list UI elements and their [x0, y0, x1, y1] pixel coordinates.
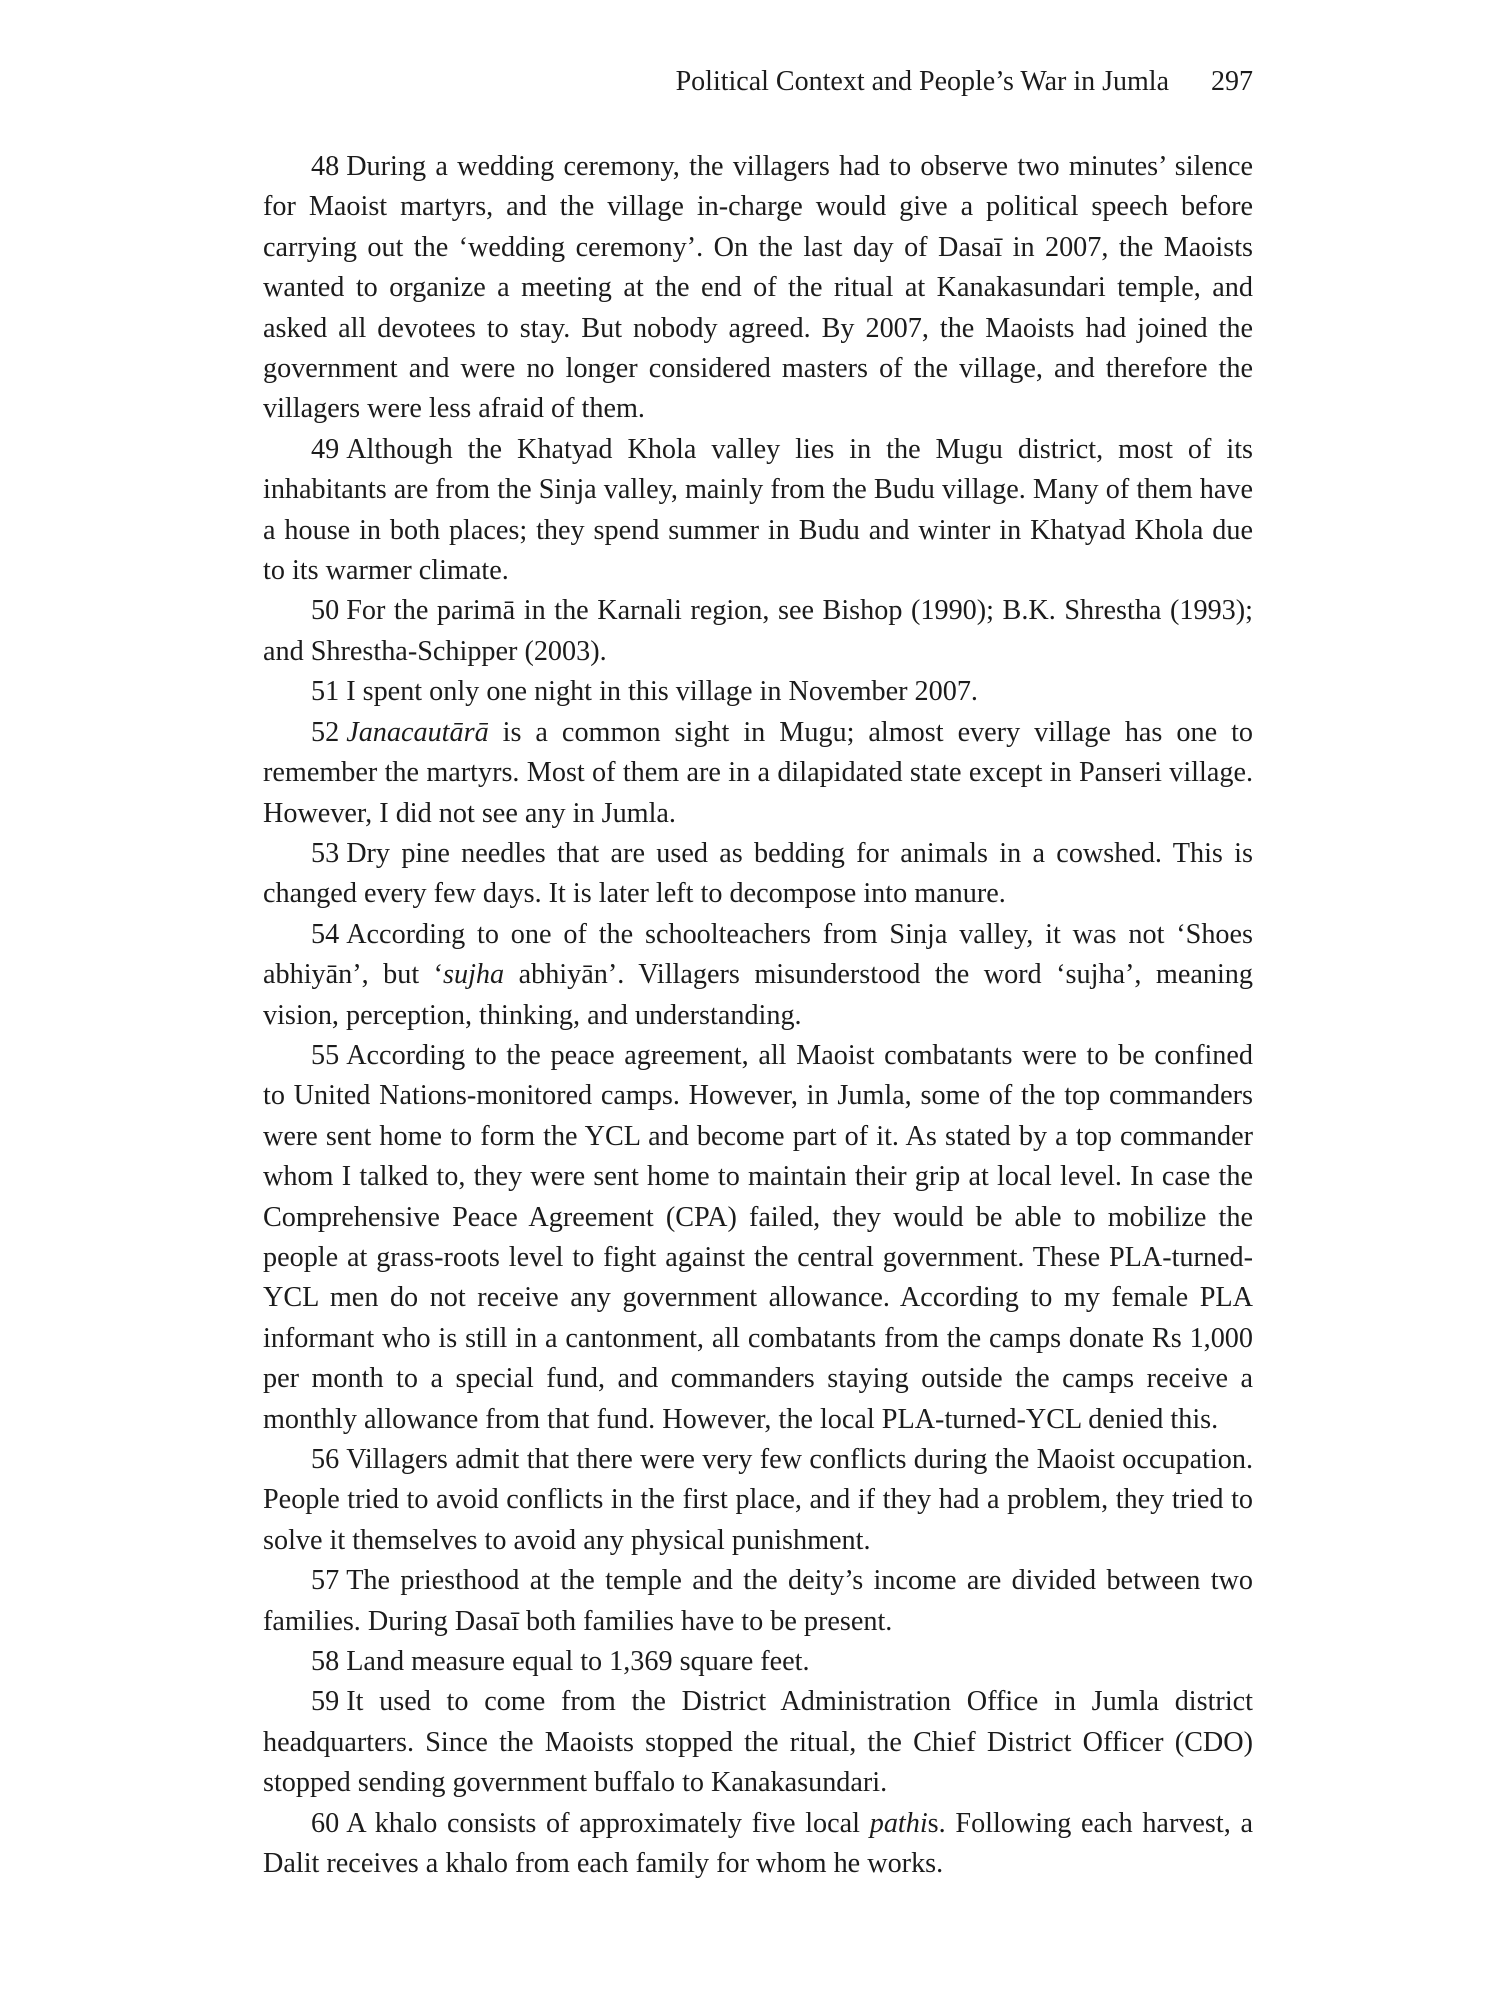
endnote-text: During a wedding ceremony, the villagers had to observe two minutes’ silence for Maoist martyrs, and the village in-charge would give a political speech before carrying out the ‘wedding ceremony’. On the last day of Dasaī in 2007, the Maoists wanted to organize a meeting at the end of the ritual at Kanakasundari temple, and asked all devotees to stay. But nobody agreed. By 2007, the Maoists had joined the government and were no longer considered masters of the village, and therefore the villagers were less afraid of them.	[263, 151, 1253, 425]
endnote-text: is a common sight in Mugu; almost every village has one to remember the martyrs. Most of them are in a dilapidated state except in Panseri village. However, I did not see any in Jumla.	[263, 716, 1253, 829]
page-number: 297	[1211, 66, 1253, 97]
endnote-text: According to one of the schoolteachers from Sinja valley, it was not ‘Shoes abhiyān’, but ‘	[263, 918, 1253, 991]
endnote-50	[263, 591, 1253, 672]
endnote-text: abhiyān’. Villagers misunderstood the word ‘sujha’, meaning vision, perception, thinking, and understanding.	[263, 959, 1253, 1031]
endnote-56	[263, 1440, 1253, 1561]
endnote-number: 54	[311, 918, 340, 950]
endnote-57	[263, 1561, 1253, 1642]
endnote-text: For the parimā in the Karnali region, see Bishop (1990); B.K. Shrestha (1993); and Shrestha-Schipper (2003).	[263, 595, 1253, 667]
endnote-text: It used to come from the District Administration Office in Jumla district headquarters. Since the Maoists stopped the ritual, the Chief District Officer (CDO) stopped sending government buffalo to Kanakasundari.	[263, 1686, 1253, 1799]
endnote-54	[263, 915, 1253, 1036]
endnote-51	[263, 672, 1253, 712]
endnote-number: 51	[311, 676, 340, 708]
endnote-text: I spent only one night in this village in November 2007.	[346, 676, 978, 708]
endnote-59	[263, 1682, 1253, 1803]
endnote-text: A khalo consists of approximately five local	[346, 1807, 870, 1839]
endnote-48	[263, 147, 1253, 430]
endnote-49	[263, 430, 1253, 592]
endnote-number: 53	[311, 837, 340, 869]
endnotes-list	[263, 147, 1253, 1884]
endnote-italic-text: Janacautārā	[346, 716, 489, 748]
endnote-number: 52	[311, 716, 340, 748]
endnote-number: 55	[311, 1039, 340, 1071]
endnote-number: 59	[311, 1686, 340, 1718]
running-head-title: Political Context and People’s War in Jumla	[675, 66, 1169, 97]
endnote-58	[263, 1642, 1253, 1682]
running-head	[676, 66, 1253, 98]
endnote-number: 60	[311, 1807, 340, 1839]
endnote-number: 57	[311, 1565, 340, 1597]
endnote-number: 50	[311, 595, 340, 627]
endnote-italic-text: sujha	[443, 959, 505, 991]
endnote-52	[263, 713, 1253, 834]
endnote-text: s. Following each harvest, a Dalit receives a khalo from each family for whom he works.	[263, 1807, 1253, 1880]
endnote-60	[263, 1804, 1253, 1885]
endnote-55	[263, 1036, 1253, 1440]
endnote-text: The priesthood at the temple and the deity’s income are divided between two families. During Dasaī both families have to be present.	[263, 1565, 1253, 1637]
endnote-text: Although the Khatyad Khola valley lies in the Mugu district, most of its inhabitants are from the Sinja valley, mainly from the Budu village. Many of them have a house in both places; they spend summer in Budu and winter in Khatyad Khola due to its warmer climate.	[263, 433, 1253, 587]
endnote-text: Land measure equal to 1,369 square feet.	[346, 1646, 810, 1678]
endnote-number: 56	[311, 1444, 340, 1475]
endnote-number: 49	[311, 433, 340, 465]
endnote-text: Dry pine needles that are used as bedding for animals in a cowshed. This is changed every few days. It is later left to decompose into manure.	[263, 837, 1253, 910]
endnote-text: Villagers admit that there were very few conflicts during the Maoist occupation. People tried to avoid conflicts in the first place, and if they had a problem, they tried to solve it themselves to avoid any physical punishment.	[263, 1444, 1253, 1556]
endnote-number: 58	[311, 1646, 340, 1678]
endnote-number: 48	[311, 151, 340, 182]
endnote-53	[263, 834, 1253, 915]
endnote-text: According to the peace agreement, all Maoist combatants were to be confined to United Nations-monitored camps. However, in Jumla, some of the top commanders were sent home to form the YCL and become part of it. As stated by a top commander whom I talked to, they were sent home to maintain their grip at local level. In case the Comprehensive Peace Agreement (CPA) failed, they would be able to mobilize the people at grass-roots level to fight against the central government. These PLA-turned-YCL men do not receive any government allowance. According to my female PLA informant who is still in a cantonment, all combatants from the camps donate Rs 1,000 per month to a special fund, and commanders staying outside the camps receive a monthly allowance from that fund. However, the local PLA-turned-YCL denied this.	[263, 1039, 1253, 1435]
endnote-italic-text: pathi	[869, 1807, 928, 1839]
